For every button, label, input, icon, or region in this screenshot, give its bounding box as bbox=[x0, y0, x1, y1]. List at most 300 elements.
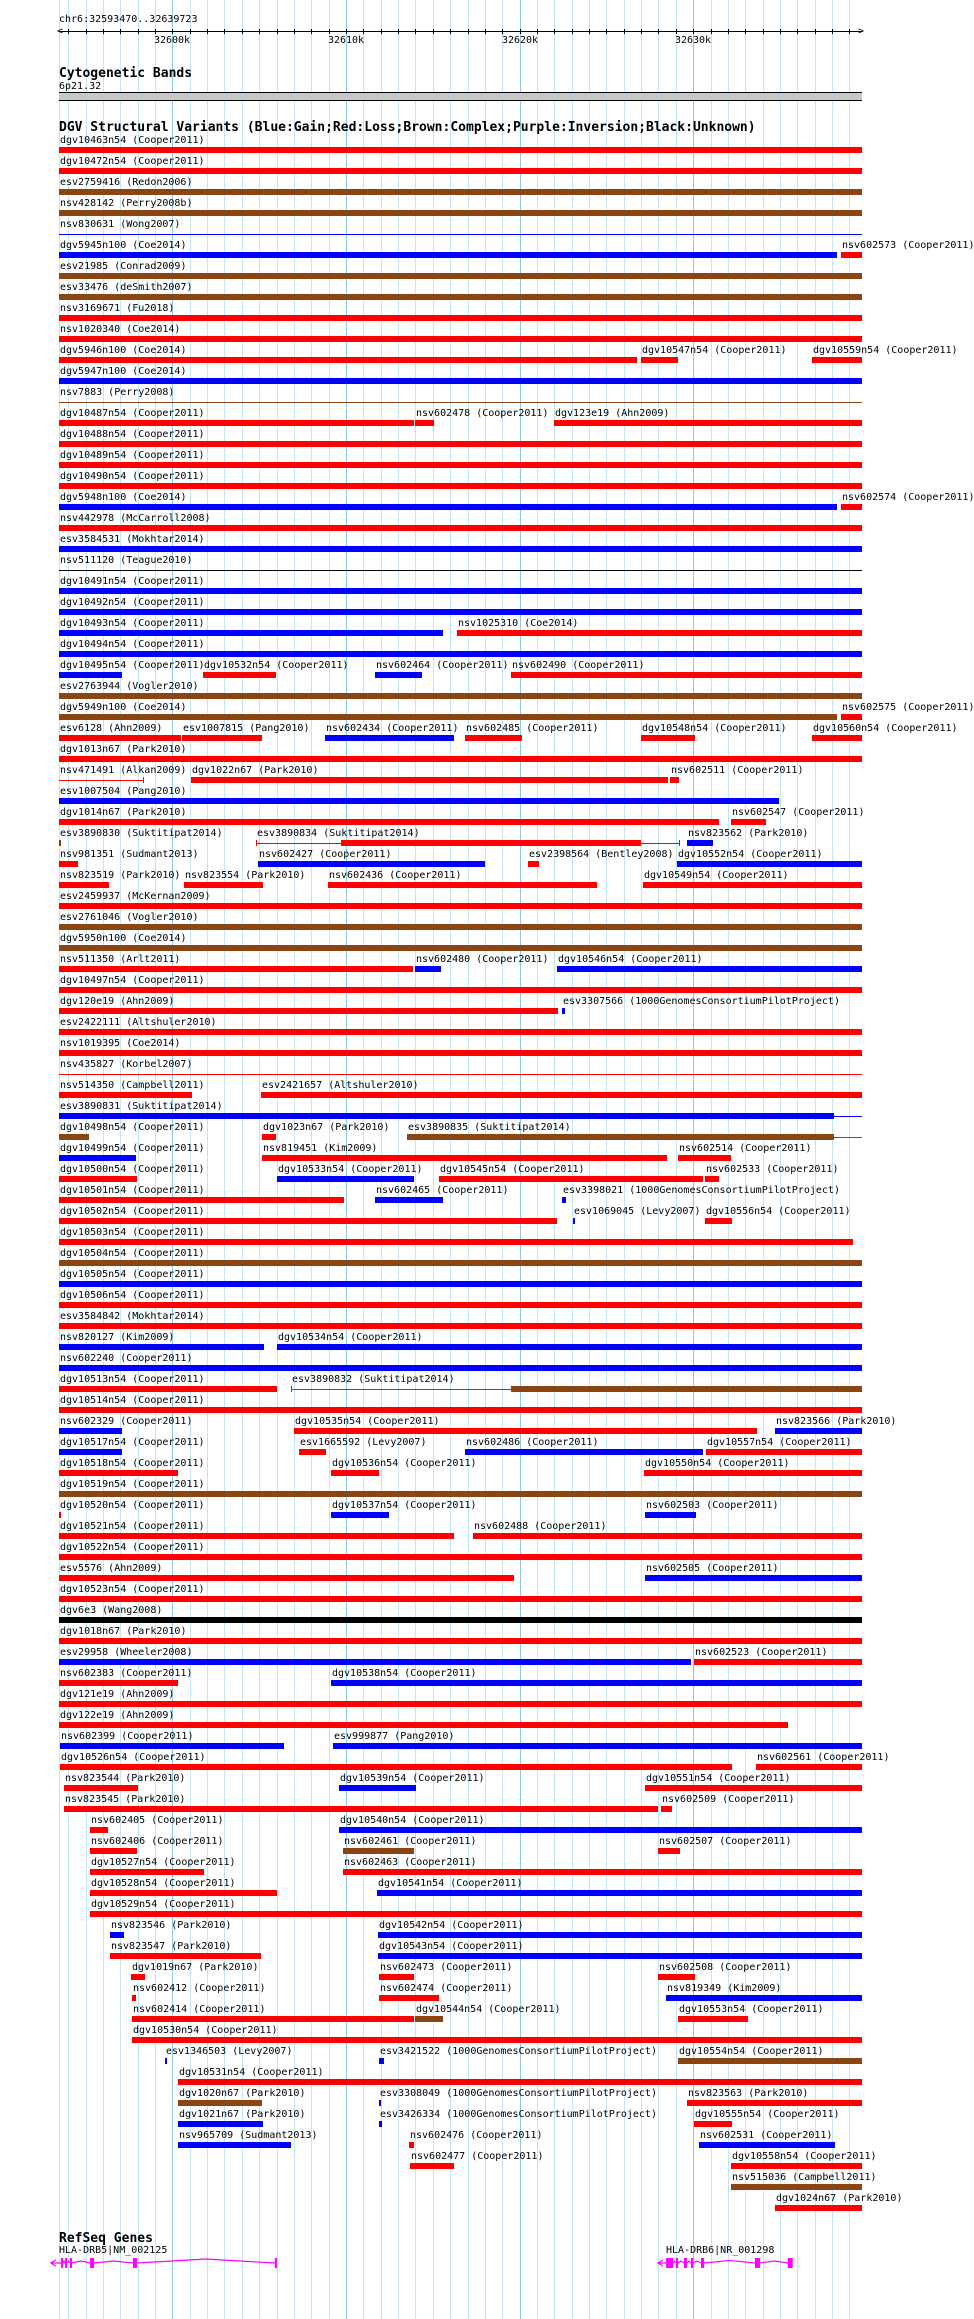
variant-id: nsv602573 bbox=[842, 240, 897, 251]
variant-study: ( Cooper2011 ) bbox=[772, 1206, 850, 1217]
variant-id: esv3890831 bbox=[60, 1101, 121, 1112]
variant-id: dgv10527n54 bbox=[91, 1857, 158, 1868]
variant-study: ( Cooper2011 ) bbox=[126, 1542, 204, 1553]
variant-id: dgv10503n54 bbox=[60, 1227, 127, 1238]
variant-study: ( Cooper2011 ) bbox=[713, 1962, 791, 1973]
variant-id: esv1346503 bbox=[166, 2046, 227, 2057]
variant-study: ( Cooper2011 ) bbox=[398, 1458, 476, 1469]
variant-study: ( Cooper2011 ) bbox=[716, 1794, 794, 1805]
variant-id: nsv823519 bbox=[60, 870, 115, 881]
variant-study: ( Cooper2011 ) bbox=[430, 1185, 508, 1196]
variant-id: esv1007815 bbox=[183, 723, 244, 734]
variant-id: dgv10488n54 bbox=[60, 429, 127, 440]
variant-id: dgv10552n54 bbox=[678, 849, 745, 860]
variant-study: ( Bentley2008 ) bbox=[589, 849, 673, 860]
variant-study: ( Cooper2011 ) bbox=[760, 1164, 838, 1175]
variant-id: nsv602488 bbox=[474, 1521, 529, 1532]
variant-id: nsv602575 bbox=[842, 702, 897, 713]
variant-study: ( Cooper2011 ) bbox=[745, 2046, 823, 2057]
variant-id: dgv5945n100 bbox=[60, 240, 127, 251]
variant-id: esv3584842 bbox=[60, 1311, 121, 1322]
variant-id: nsv823566 bbox=[776, 1416, 831, 1427]
variant-study: ( Cooper2011 ) bbox=[114, 1668, 192, 1679]
variant-id: nsv981351 bbox=[60, 849, 115, 860]
dgv-track-title: DGV Structural Variants (Blue:Gain;Red:Loss;Brown:Complex;Purple:Inversion;Black:Unknown) bbox=[59, 120, 756, 135]
variant-study: ( Coe2014 ) bbox=[126, 345, 186, 356]
variant-id: esv3890832 bbox=[292, 1374, 353, 1385]
variant-study: ( Cooper2011 ) bbox=[398, 1668, 476, 1679]
variant-id: nsv7883 bbox=[60, 387, 103, 398]
variant-id: dgv10497n54 bbox=[60, 975, 127, 986]
variant-study: ( Levy2007 ) bbox=[634, 1206, 700, 1217]
variant-id: esv2398564 bbox=[529, 849, 590, 860]
exon bbox=[755, 2258, 760, 2268]
variant-study: ( Suktitipat2014 ) bbox=[120, 1101, 222, 1112]
variant-id: esv3890834 bbox=[257, 828, 318, 839]
variant-id: nsv435827 bbox=[60, 1059, 115, 1070]
variant-id: esv2421657 bbox=[262, 1080, 323, 1091]
variant-id: nsv602465 bbox=[376, 1185, 431, 1196]
variant-id: esv5576 bbox=[60, 1563, 103, 1574]
variant-id: nsv602474 bbox=[380, 1983, 435, 1994]
exon bbox=[684, 2258, 687, 2268]
variant-study: ( Cooper2011 ) bbox=[470, 408, 548, 419]
variant-study: ( Cooper2011 ) bbox=[708, 723, 786, 734]
variant-study: ( Coe2014 ) bbox=[126, 366, 186, 377]
variant-id: nsv602531 bbox=[700, 2130, 755, 2141]
variant-id: esv3584531 bbox=[60, 534, 121, 545]
variant-id: dgv10520n54 bbox=[60, 1500, 127, 1511]
variant-id: esv33476 bbox=[60, 282, 109, 293]
variant-id: dgv10522n54 bbox=[60, 1542, 127, 1553]
variant-study: ( Coe2014 ) bbox=[126, 933, 186, 944]
variant-study: ( Cooper2011 ) bbox=[879, 723, 957, 734]
variant-study: ( Cooper2011 ) bbox=[811, 1752, 889, 1763]
variant-study: ( Cooper2011 ) bbox=[126, 660, 204, 671]
variant-id: nsv602523 bbox=[695, 1647, 750, 1658]
variant-id: dgv10540n54 bbox=[340, 1815, 407, 1826]
variant-study: ( Cooper2011 ) bbox=[434, 1983, 512, 1994]
variant-id: nsv511350 bbox=[60, 954, 115, 965]
variant-study: ( Cooper2011 ) bbox=[126, 975, 204, 986]
variant-id: nsv602503 bbox=[646, 1500, 701, 1511]
variant-study: ( Cooper2011 ) bbox=[444, 1878, 522, 1889]
variant-id: nsv3169671 bbox=[60, 303, 121, 314]
ruler-tick-label: 32610k bbox=[327, 35, 365, 46]
variant-id: dgv10546n54 bbox=[558, 954, 625, 965]
variant-study: ( Park2010 ) bbox=[239, 870, 305, 881]
variant-id: nsv820127 bbox=[60, 1332, 115, 1343]
variant-study: ( Cooper2011 ) bbox=[126, 1206, 204, 1217]
exon bbox=[70, 2258, 72, 2268]
variant-study: ( Cooper2011 ) bbox=[710, 870, 788, 881]
variant-id: esv2759416 bbox=[60, 177, 121, 188]
variant-id: nsv823546 bbox=[111, 1920, 166, 1931]
variant-study: ( Sudmant2013 ) bbox=[233, 2130, 317, 2141]
variant-study: ( 1000GenomesConsortiumPilotProject ) bbox=[623, 1185, 840, 1196]
variant-id: dgv10501n54 bbox=[60, 1185, 127, 1196]
variant-study: ( Park2010 ) bbox=[120, 744, 186, 755]
variant-id: dgv10505n54 bbox=[60, 1269, 127, 1280]
variant-id: esv3890835 bbox=[408, 1122, 469, 1133]
variant-study: ( Cooper2011 ) bbox=[624, 954, 702, 965]
variant-study: ( Arlt2011 ) bbox=[114, 954, 180, 965]
variant-study: ( Cooper2011 ) bbox=[566, 660, 644, 671]
variant-study: ( Vogler2010 ) bbox=[120, 912, 198, 923]
variant-id: nsv602480 bbox=[416, 954, 471, 965]
variant-id: esv1665592 bbox=[300, 1437, 361, 1448]
variant-study: ( Coe2014 ) bbox=[126, 702, 186, 713]
variant-study: ( Suktitipat2014 ) bbox=[468, 1122, 570, 1133]
variant-id: esv29958 bbox=[60, 1647, 109, 1658]
scroll-right-arrow-icon[interactable]: > bbox=[858, 26, 865, 37]
variant-id: dgv10556n54 bbox=[706, 1206, 773, 1217]
gene-label[interactable]: HLA-DRB5|NM_002125 bbox=[59, 2245, 168, 2256]
variant-study: ( Mokhtar2014 ) bbox=[120, 534, 204, 545]
variant-study: ( Coe2014 ) bbox=[126, 492, 186, 503]
variant-study: ( Cooper2011 ) bbox=[114, 1353, 192, 1364]
variant-study: ( Cooper2011 ) bbox=[126, 408, 204, 419]
variant-id: nsv819451 bbox=[263, 1143, 318, 1154]
variant-id: dgv10490n54 bbox=[60, 471, 127, 482]
intron bbox=[137, 2259, 275, 2263]
variant-study: ( Park2010 ) bbox=[192, 1962, 258, 1973]
variant-id: nsv602383 bbox=[60, 1668, 115, 1679]
variant-id: dgv10502n54 bbox=[60, 1206, 127, 1217]
variant-study: ( Suktitipat2014 ) bbox=[120, 828, 222, 839]
intron bbox=[687, 2261, 691, 2263]
variant-study: ( Cooper2011 ) bbox=[126, 1122, 204, 1133]
variant-id: dgv10547n54 bbox=[642, 345, 709, 356]
variant-id: dgv5946n100 bbox=[60, 345, 127, 356]
variant-study: ( Cooper2011 ) bbox=[733, 1143, 811, 1154]
variant-study: ( Cooper2011 ) bbox=[383, 870, 461, 881]
scroll-left-arrow-icon[interactable]: < bbox=[57, 26, 64, 37]
variant-id: dgv10535n54 bbox=[295, 1416, 362, 1427]
cytoband-track-title: Cytogenetic Bands bbox=[59, 66, 193, 81]
variant-study: ( Cooper2011 ) bbox=[126, 1290, 204, 1301]
variant-study: ( Park2010 ) bbox=[836, 2193, 902, 2204]
variant-id: dgv10537n54 bbox=[332, 1500, 399, 1511]
variant-study: ( Park2010 ) bbox=[119, 1773, 185, 1784]
variant-id: nsv823563 bbox=[688, 2088, 743, 2099]
variant-id: dgv10548n54 bbox=[642, 723, 709, 734]
variant-study: ( Korbel2007 ) bbox=[114, 1059, 192, 1070]
variant-study: ( Cooper2011 ) bbox=[126, 1395, 204, 1406]
variant-id: dgv120e19 bbox=[60, 996, 115, 1007]
variant-study: ( Sudmant2013 ) bbox=[114, 849, 198, 860]
variant-id: nsv602485 bbox=[466, 723, 521, 734]
variant-study: ( Cooper2011 ) bbox=[896, 492, 974, 503]
variant-study: ( Cooper2011 ) bbox=[126, 135, 204, 146]
variant-id: dgv1019n67 bbox=[132, 1962, 193, 1973]
variant-study: ( Cooper2011 ) bbox=[445, 1920, 523, 1931]
variant-study: ( Park2010 ) bbox=[252, 765, 318, 776]
variant-study: ( Ahn2009 ) bbox=[114, 1710, 174, 1721]
variant-id: dgv10495n54 bbox=[60, 660, 127, 671]
variant-study: ( Wang2008 ) bbox=[96, 1605, 162, 1616]
variant-study: ( Cooper2011 ) bbox=[126, 597, 204, 608]
variant-id: dgv1021n67 bbox=[179, 2109, 240, 2120]
intron bbox=[760, 2261, 788, 2263]
variant-study: ( Cooper2011 ) bbox=[713, 1836, 791, 1847]
variant-id: dgv1014n67 bbox=[60, 807, 121, 818]
intron bbox=[67, 2261, 70, 2263]
variant-id: dgv10521n54 bbox=[60, 1521, 127, 1532]
variant-study: ( Park2010 ) bbox=[742, 2088, 808, 2099]
variant-id: dgv10530n54 bbox=[133, 2025, 200, 2036]
variant-study: ( Pang2010 ) bbox=[243, 723, 309, 734]
variant-study: ( Cooper2011 ) bbox=[380, 723, 458, 734]
variant-study: ( Cooper2011 ) bbox=[126, 429, 204, 440]
variant-study: ( Coe2014 ) bbox=[126, 240, 186, 251]
variant-study: ( Cooper2011 ) bbox=[126, 1248, 204, 1259]
variant-id: nsv602514 bbox=[679, 1143, 734, 1154]
variant-id: esv999877 bbox=[334, 1731, 389, 1742]
variant-study: ( Cooper2011 ) bbox=[506, 1164, 584, 1175]
variant-id: nsv514350 bbox=[60, 1080, 115, 1091]
variant-study: ( Cooper2011 ) bbox=[520, 1437, 598, 1448]
variant-id: dgv10545n54 bbox=[440, 1164, 507, 1175]
variant-study: ( Park2010 ) bbox=[119, 1794, 185, 1805]
variant-study: ( Cooper2011 ) bbox=[520, 723, 598, 734]
variant-id: nsv965709 bbox=[179, 2130, 234, 2141]
variant-id: nsv442978 bbox=[60, 513, 115, 524]
variant-id: dgv10542n54 bbox=[379, 1920, 446, 1931]
variant-id: dgv6e3 bbox=[60, 1605, 97, 1616]
variant-id: nsv602505 bbox=[646, 1563, 701, 1574]
variant-study: ( Cooper2011 ) bbox=[126, 1500, 204, 1511]
variant-id: dgv10541n54 bbox=[378, 1878, 445, 1889]
variant-study: ( Cooper2011 ) bbox=[270, 660, 348, 671]
variant-id: nsv602405 bbox=[91, 1815, 146, 1826]
variant-id: dgv10514n54 bbox=[60, 1395, 127, 1406]
variant-study: ( Altshuler2010 ) bbox=[120, 1017, 216, 1028]
variant-study: ( Cooper2011 ) bbox=[464, 2130, 542, 2141]
variant-id: dgv10504n54 bbox=[60, 1248, 127, 1259]
variant-id: nsv602477 bbox=[411, 2151, 466, 2162]
variant-study: ( Cooper2011 ) bbox=[126, 1374, 204, 1385]
variant-id: esv21985 bbox=[60, 261, 109, 272]
variant-id: dgv10499n54 bbox=[60, 1143, 127, 1154]
variant-id: dgv5948n100 bbox=[60, 492, 127, 503]
variant-study: ( Mokhtar2014 ) bbox=[120, 1311, 204, 1322]
variant-id: dgv10534n54 bbox=[278, 1332, 345, 1343]
variant-study: ( Cooper2011 ) bbox=[126, 1164, 204, 1175]
variant-id: nsv823554 bbox=[185, 870, 240, 881]
variant-study: ( Campbell2011 ) bbox=[786, 2172, 876, 2183]
variant-study: ( Cooper2011 ) bbox=[126, 1227, 204, 1238]
variant-id: dgv10494n54 bbox=[60, 639, 127, 650]
variant-id: dgv10489n54 bbox=[60, 450, 127, 461]
variant-study: ( Wheeler2008 ) bbox=[108, 1647, 192, 1658]
variant-id: nsv823562 bbox=[688, 828, 743, 839]
variant-study: ( Cooper2011 ) bbox=[145, 1836, 223, 1847]
variant-id: dgv5949n100 bbox=[60, 702, 127, 713]
variant-study: ( Park2010 ) bbox=[239, 2088, 305, 2099]
variant-id: nsv602547 bbox=[732, 807, 787, 818]
variant-id: dgv10560n54 bbox=[813, 723, 880, 734]
exon bbox=[65, 2258, 67, 2268]
variant-study: ( Cooper2011 ) bbox=[786, 807, 864, 818]
variant-id: esv1007504 bbox=[60, 786, 121, 797]
variant-study: ( Park2010 ) bbox=[165, 1920, 231, 1931]
variant-id: nsv602436 bbox=[329, 870, 384, 881]
variant-study: ( Coe2014 ) bbox=[518, 618, 578, 629]
variant-study: ( Redon2006 ) bbox=[120, 177, 192, 188]
variant-study: ( Cooper2011 ) bbox=[798, 2151, 876, 2162]
gene-model[interactable] bbox=[658, 2258, 792, 2268]
variant-id: esv2422111 bbox=[60, 1017, 121, 1028]
variant-id: dgv10517n54 bbox=[60, 1437, 127, 1448]
variant-id: nsv471491 bbox=[60, 765, 115, 776]
variant-study: ( Cooper2011 ) bbox=[157, 1857, 235, 1868]
variant-id: esv3890830 bbox=[60, 828, 121, 839]
variant-study: ( Park2010 ) bbox=[165, 1941, 231, 1952]
variant-id: nsv602414 bbox=[133, 2004, 188, 2015]
variant-study: ( Kim2009 ) bbox=[721, 1983, 781, 1994]
variant-id: nsv602412 bbox=[133, 1983, 188, 1994]
variant-id: dgv10536n54 bbox=[332, 1458, 399, 1469]
variant-study: ( Cooper2011 ) bbox=[361, 1416, 439, 1427]
variant-id: nsv1020340 bbox=[60, 324, 121, 335]
variant-study: ( Suktitipat2014 ) bbox=[317, 828, 419, 839]
variant-id: dgv10550n54 bbox=[645, 1458, 712, 1469]
variant-study: ( Cooper2011 ) bbox=[344, 1164, 422, 1175]
variant-id: nsv602511 bbox=[671, 765, 726, 776]
variant-id: nsv819349 bbox=[667, 1983, 722, 1994]
variant-id: dgv10518n54 bbox=[60, 1458, 127, 1469]
variant-id: dgv10549n54 bbox=[644, 870, 711, 881]
variant-id: dgv10539n54 bbox=[340, 1773, 407, 1784]
variant-study: ( 1000GenomesConsortiumPilotProject ) bbox=[440, 2109, 657, 2120]
variant-study: ( Teague2010 ) bbox=[114, 555, 192, 566]
variant-study: ( Cooper2011 ) bbox=[126, 1269, 204, 1280]
variant-id: dgv10498n54 bbox=[60, 1122, 127, 1133]
gene-label[interactable]: HLA-DRB6|NR_001298 bbox=[666, 2245, 775, 2256]
variant-study: ( Kim2009 ) bbox=[317, 1143, 377, 1154]
variant-study: ( Cooper2011 ) bbox=[896, 240, 974, 251]
variant-id: dgv1020n67 bbox=[179, 2088, 240, 2099]
variant-study: ( Cooper2011 ) bbox=[126, 471, 204, 482]
variant-id: nsv1019395 bbox=[60, 1038, 121, 1049]
variant-study: ( McCarroll2008 ) bbox=[114, 513, 210, 524]
variant-study: ( Park2010 ) bbox=[830, 1416, 896, 1427]
variant-study: ( 1000GenomesConsortiumPilotProject ) bbox=[623, 996, 840, 1007]
variant-study: ( Park2010 ) bbox=[742, 828, 808, 839]
variant-study: ( Cooper2011 ) bbox=[126, 1185, 204, 1196]
variant-id: dgv1022n67 bbox=[192, 765, 253, 776]
variant-id: nsv602490 bbox=[512, 660, 567, 671]
variant-id: esv3421522 bbox=[380, 2046, 441, 2057]
variant-study: ( Cooper2011 ) bbox=[126, 1479, 204, 1490]
variant-study: ( Suktitipat2014 ) bbox=[352, 1374, 454, 1385]
variant-id: nsv602486 bbox=[466, 1437, 521, 1448]
variant-id: esv2459937 bbox=[60, 891, 121, 902]
variant-study: ( Cooper2011 ) bbox=[470, 954, 548, 965]
variant-id: esv3307566 bbox=[563, 996, 624, 1007]
variant-study: ( 1000GenomesConsortiumPilotProject ) bbox=[440, 2046, 657, 2057]
variant-study: ( Cooper2011 ) bbox=[187, 2004, 265, 2015]
variant-id: nsv602427 bbox=[259, 849, 314, 860]
variant-id: nsv602533 bbox=[706, 1164, 761, 1175]
variant-id: dgv10554n54 bbox=[679, 2046, 746, 2057]
exon bbox=[90, 2258, 94, 2268]
variant-study: ( Cooper2011 ) bbox=[434, 1962, 512, 1973]
variant-study: ( Cooper2011 ) bbox=[126, 156, 204, 167]
variant-id: nsv602509 bbox=[662, 1794, 717, 1805]
variant-study: ( Coe2014 ) bbox=[120, 1038, 180, 1049]
variant-study: ( Park2010 ) bbox=[120, 807, 186, 818]
refseq-track-title: RefSeq Genes bbox=[59, 2231, 153, 2246]
variant-study: ( Cooper2011 ) bbox=[126, 1458, 204, 1469]
intron bbox=[94, 2261, 133, 2263]
variant-id: nsv823545 bbox=[65, 1794, 120, 1805]
variant-study: ( Conrad2009 ) bbox=[108, 261, 186, 272]
exon bbox=[61, 2258, 63, 2268]
variant-id: dgv10513n54 bbox=[60, 1374, 127, 1385]
variant-id: esv3398021 bbox=[563, 1185, 624, 1196]
variant-study: ( Alkan2009 ) bbox=[114, 765, 186, 776]
variant-study: ( Fu2018 ) bbox=[120, 303, 174, 314]
variant-study: ( Cooper2011 ) bbox=[199, 2025, 277, 2036]
variant-id: nsv602508 bbox=[659, 1962, 714, 1973]
variant-id: esv2763944 bbox=[60, 681, 121, 692]
variant-study: ( Ahn2009 ) bbox=[114, 996, 174, 1007]
strand-arrow-icon bbox=[51, 2260, 61, 2266]
variant-study: ( Park2010 ) bbox=[239, 2109, 305, 2120]
variant-id: dgv10491n54 bbox=[60, 576, 127, 587]
exon bbox=[701, 2258, 704, 2268]
gene-model[interactable] bbox=[51, 2258, 277, 2268]
variant-id: nsv830631 bbox=[60, 219, 115, 230]
variant-id: nsv602478 bbox=[416, 408, 471, 419]
variant-id: dgv10528n54 bbox=[91, 1878, 158, 1889]
ruler-tick-label: 32630k bbox=[674, 35, 712, 46]
variant-study: ( Ahn2009 ) bbox=[102, 723, 162, 734]
variant-study: ( deSmith2007 ) bbox=[108, 282, 192, 293]
variant-study: ( Ahn2009 ) bbox=[102, 1563, 162, 1574]
variant-id: dgv10463n54 bbox=[60, 135, 127, 146]
variant-id: nsv823544 bbox=[65, 1773, 120, 1784]
variant-id: nsv602507 bbox=[659, 1836, 714, 1847]
variant-study: ( Cooper2011 ) bbox=[187, 1983, 265, 1994]
strand-arrow-icon bbox=[658, 2260, 666, 2266]
variant-id: dgv10557n54 bbox=[707, 1437, 774, 1448]
variant-study: ( Pang2010 ) bbox=[120, 786, 186, 797]
variant-study: ( Cooper2011 ) bbox=[126, 1521, 204, 1532]
variant-id: dgv10500n54 bbox=[60, 1164, 127, 1175]
variant-id: dgv10553n54 bbox=[679, 2004, 746, 2015]
intron bbox=[704, 2260, 755, 2263]
variant-study: ( Park2010 ) bbox=[120, 1626, 186, 1637]
variant-study: ( Cooper2011 ) bbox=[398, 1836, 476, 1847]
variant-study: ( Cooper2011 ) bbox=[157, 1899, 235, 1910]
exon bbox=[676, 2258, 678, 2268]
variant-id: dgv10492n54 bbox=[60, 597, 127, 608]
variant-id: nsv602561 bbox=[757, 1752, 812, 1763]
variant-id: nsv602463 bbox=[344, 1857, 399, 1868]
variant-id: dgv10519n54 bbox=[60, 1479, 127, 1490]
variant-study: ( Ahn2009 ) bbox=[114, 1689, 174, 1700]
variant-study: ( Perry2008 ) bbox=[102, 387, 174, 398]
variant-id: nsv602240 bbox=[60, 1353, 115, 1364]
variant-study: ( Cooper2011 ) bbox=[406, 1773, 484, 1784]
variant-id: nsv602399 bbox=[61, 1731, 116, 1742]
intron bbox=[673, 2261, 676, 2263]
variant-study: ( Cooper2011 ) bbox=[754, 2130, 832, 2141]
variant-id: nsv602574 bbox=[842, 492, 897, 503]
